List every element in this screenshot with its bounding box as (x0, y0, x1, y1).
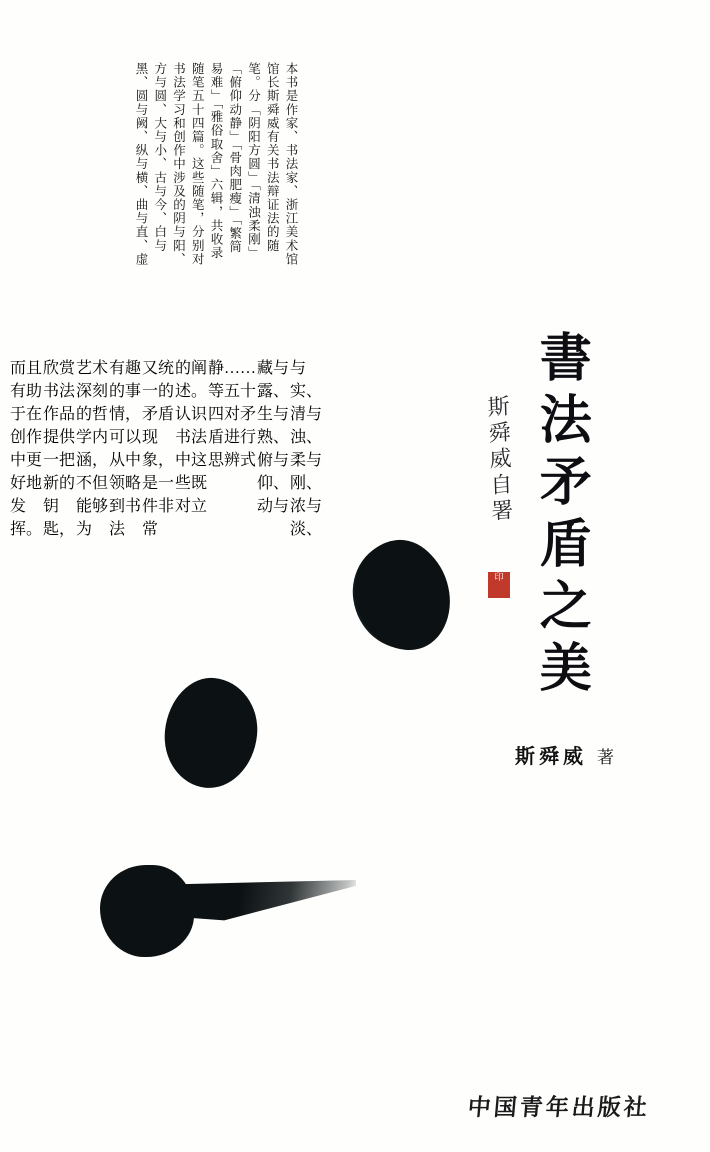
author-suffix: 著 (597, 748, 618, 768)
seal-stamp-icon: 印 (488, 572, 510, 598)
blurb-secondary (9, 355, 323, 655)
blurb-line: 静……等五十四对矛盾进行思辨式 (207, 360, 256, 469)
blurb-line: 有趣的事情，可以从中领略到书法 (108, 360, 141, 538)
ink-blot-icon (160, 673, 263, 792)
blurb-line: 笔。分「阴阳方圆」「清浊柔刚」 (246, 62, 262, 260)
blurb-line: 欣赏书法作品提供一把新的钥匙， (42, 360, 75, 538)
blurb-line: 与实、清与浊、柔与刚、浓与淡、 (290, 360, 323, 538)
book-title (500, 330, 620, 707)
blurb-line: 藏与露、生与熟、俯与仰、动与 (257, 360, 290, 515)
author-signature: 斯舜威自署 (483, 394, 514, 526)
book-title-text: 書法矛盾之美 (530, 330, 592, 702)
blurb-line: 又统一的矛盾现象，是一件非常 (141, 360, 174, 538)
blurb-line: 馆长斯舜威有关书法辩证法的随 (265, 62, 281, 253)
author-line (515, 740, 618, 769)
blurb-line: 随笔五十四篇。这些随笔，分别对 (190, 62, 206, 266)
blurb-line: 书法学习和创作中涉及的阴与阳、 (171, 62, 187, 266)
blurb-line: 本书是作家、书法家、浙江美术馆 (284, 62, 299, 266)
publisher-name: 中国青年出版社 (466, 1094, 652, 1121)
ink-blot-icon (348, 534, 454, 654)
blurb-line: 易难」「雅俗取舍」六辑，共收录 (209, 62, 224, 260)
blurb-line: 「俯仰动静」「骨肉肥瘦」「繁简 (227, 62, 243, 254)
blurb-line: 黑、圆与阙、纵与横、曲与直、虚 (134, 62, 149, 266)
blurb-line: 艺术深刻的哲学内涵，不但能够为 (75, 360, 108, 538)
blurb-line: 方与圆、大与小、古与今、白与 (152, 62, 168, 253)
ink-brushstroke-tail-icon (178, 880, 356, 922)
author-name: 斯舜威 (515, 744, 587, 768)
blurb-line: 而且有助于在创作中更好地发挥。 (9, 360, 42, 538)
blurb-line: 的阐述。认识书法中这些既对立 (174, 360, 207, 515)
